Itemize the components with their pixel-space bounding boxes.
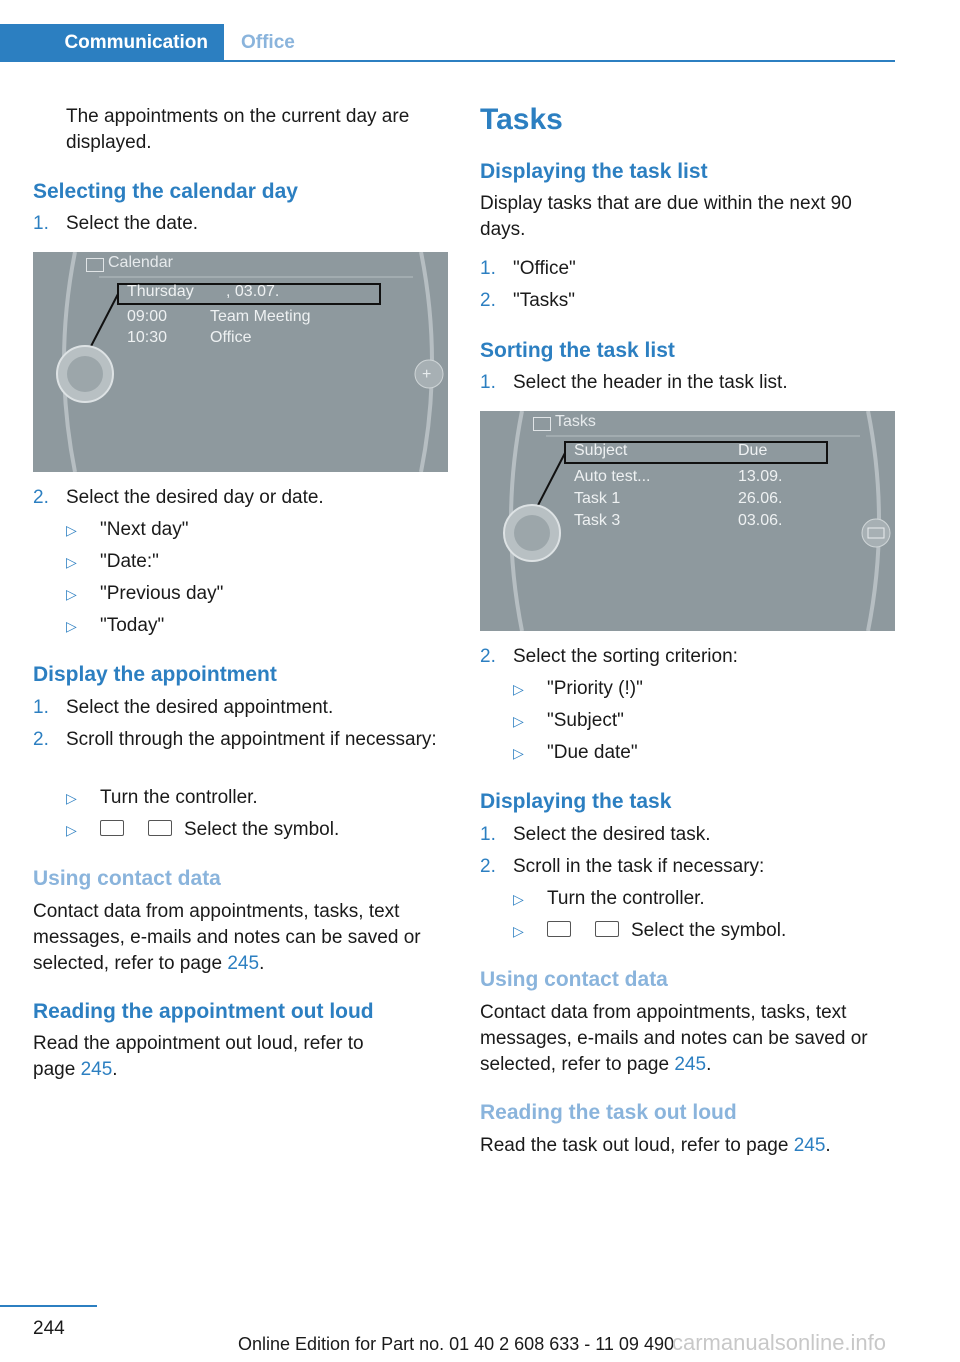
read-paragraph: Read the task out loud, refer to page 245.: [480, 1135, 831, 1156]
contact-paragraph: Contact data from appointments, tasks, text messages, e-mails and notes can be saved or selected, refer to page 245.: [33, 901, 421, 974]
tab-office[interactable]: Office: [241, 32, 295, 53]
bullet-text: Turn the controller.: [100, 787, 258, 808]
heading-task-list: Displaying the task list: [480, 160, 708, 183]
heading-read-appointment: Reading the appointment out loud: [33, 1000, 374, 1023]
bullet-triangle-icon: ▷: [513, 745, 524, 761]
step-text: "Office": [513, 258, 576, 279]
header-tabs: [0, 24, 895, 62]
step-text: Scroll in the task if necessary:: [513, 856, 765, 877]
footer-rule: [0, 1305, 97, 1307]
tasks-icon: [533, 417, 551, 431]
option-item: "Due date": [547, 742, 638, 763]
column-header-due[interactable]: Due: [738, 442, 768, 459]
bullet-triangle-icon: ▷: [66, 618, 77, 634]
bullet-triangle-icon: ▷: [513, 891, 524, 907]
calendar-day[interactable]: Thursday: [127, 283, 194, 300]
read-text: Read the task out loud, refer to page: [480, 1135, 789, 1156]
step-text: Scroll through the appointment if necessary:: [66, 729, 437, 750]
contact-paragraph: Contact data from appointments, tasks, text messages, e-mails and notes can be saved or selected, refer to page 245.: [480, 1002, 868, 1075]
step-number: 2.: [480, 290, 496, 311]
task-due: 13.09.: [738, 468, 783, 485]
svg-text:+: +: [422, 366, 432, 383]
task-due: 03.06.: [738, 512, 783, 529]
option-item: "Priority (!)": [547, 678, 643, 699]
heading-contact-data: Using contact data: [480, 968, 668, 991]
edition-text: Online Edition for Part no. 01 40 2 608 633 - 11 09 490: [238, 1334, 674, 1354]
bullet-text-symbol: [88, 817, 339, 843]
page-link[interactable]: 245: [227, 953, 260, 974]
watermark: carmanualsonline.info: [672, 1330, 887, 1355]
option-item: "Date:": [100, 551, 159, 572]
heading-tasks: Tasks: [480, 103, 563, 136]
step-number: 1.: [480, 258, 496, 279]
heading-contact-data: Using contact data: [33, 867, 221, 890]
task-subject[interactable]: Auto test...: [574, 468, 651, 485]
bullet-triangle-icon: ▷: [66, 554, 77, 570]
option-item: "Next day": [100, 519, 189, 540]
bullet-text: Select the symbol.: [184, 819, 340, 840]
contact-text: Contact data from appointments, tasks, text messages, e-mails and notes can be saved or selected, refer to page: [33, 901, 421, 974]
task-subject[interactable]: Task 1: [574, 490, 621, 507]
tasks-screenshot: [480, 411, 895, 631]
task-subject[interactable]: Task 3: [574, 512, 621, 529]
page-link[interactable]: 245: [80, 1059, 113, 1080]
option-item: "Today": [100, 615, 165, 636]
step-number: 1.: [33, 213, 49, 234]
step-text: Select the date.: [66, 213, 199, 234]
appointment-time: 10:30: [127, 329, 168, 346]
calendar-title: Calendar: [108, 254, 173, 271]
contact-text: Contact data from appointments, tasks, text messages, e-mails and notes can be saved or selected, refer to page: [480, 1002, 868, 1075]
bullet-triangle-icon: ▷: [513, 681, 524, 697]
bullet-triangle-icon: ▷: [513, 923, 524, 939]
scroll-up-icon: [547, 921, 571, 937]
step-text: Select the header in the task list.: [513, 372, 788, 393]
step-text: "Tasks": [513, 290, 576, 311]
heading-display-appointment: Display the appointment: [33, 663, 277, 686]
calendar-screenshot: [33, 252, 448, 472]
read-paragraph: Read the appointment out loud, refer to page 245.: [33, 1033, 364, 1080]
read-text: Read the appointment out loud, refer to page: [33, 1033, 364, 1080]
column-header-subject[interactable]: Subject: [574, 442, 628, 459]
heading-read-task: Reading the task out loud: [480, 1101, 737, 1124]
bullet-triangle-icon: ▷: [513, 713, 524, 729]
step-text: Select the desired day or date.: [66, 487, 324, 508]
page-number: 244: [33, 1318, 65, 1339]
scroll-down-icon: [148, 820, 172, 836]
bullet-triangle-icon: ▷: [66, 822, 77, 838]
step-number: 2.: [480, 646, 496, 667]
option-item: "Previous day": [100, 583, 224, 604]
heading-sort-task-list: Sorting the task list: [480, 339, 675, 362]
step-text: Select the sorting criterion:: [513, 646, 738, 667]
heading-select-day: Selecting the calendar day: [33, 180, 298, 203]
bullet-text: Select the symbol.: [631, 920, 787, 941]
calendar-date: , 03.07.: [226, 283, 280, 300]
step-number: 1.: [480, 372, 496, 393]
option-item: "Subject": [547, 710, 624, 731]
bullet-triangle-icon: ▷: [66, 522, 77, 538]
step-number: 1.: [480, 824, 496, 845]
page-link[interactable]: 245: [793, 1135, 826, 1156]
task-list-text: Display tasks that are due within the next 90 days.: [480, 193, 852, 240]
bullet-text-symbol: [535, 918, 786, 944]
appointment-name[interactable]: Office: [210, 329, 252, 346]
step-number: 2.: [33, 487, 49, 508]
task-due: 26.06.: [738, 490, 783, 507]
bullet-triangle-icon: ▷: [66, 790, 77, 806]
appointment-time: 09:00: [127, 308, 168, 325]
header-rule: [0, 60, 895, 62]
scroll-up-icon: [100, 820, 124, 836]
scroll-down-icon: [595, 921, 619, 937]
step-text: Select the desired task.: [513, 824, 711, 845]
bullet-triangle-icon: ▷: [66, 586, 77, 602]
step-number: 1.: [33, 697, 49, 718]
calendar-icon: [86, 258, 104, 272]
step-number: 2.: [480, 856, 496, 877]
tasks-title: Tasks: [555, 413, 596, 430]
step-text: Select the desired appointment.: [66, 697, 334, 718]
appointment-name[interactable]: Team Meeting: [210, 308, 311, 325]
step-number: 2.: [33, 729, 49, 750]
bullet-text: Turn the controller.: [547, 888, 705, 909]
heading-display-task: Displaying the task: [480, 790, 672, 813]
tab-communication[interactable]: Communication: [0, 24, 224, 62]
intro-text: The appointments on the current day are displayed.: [66, 106, 410, 153]
page-link[interactable]: 245: [674, 1054, 707, 1075]
